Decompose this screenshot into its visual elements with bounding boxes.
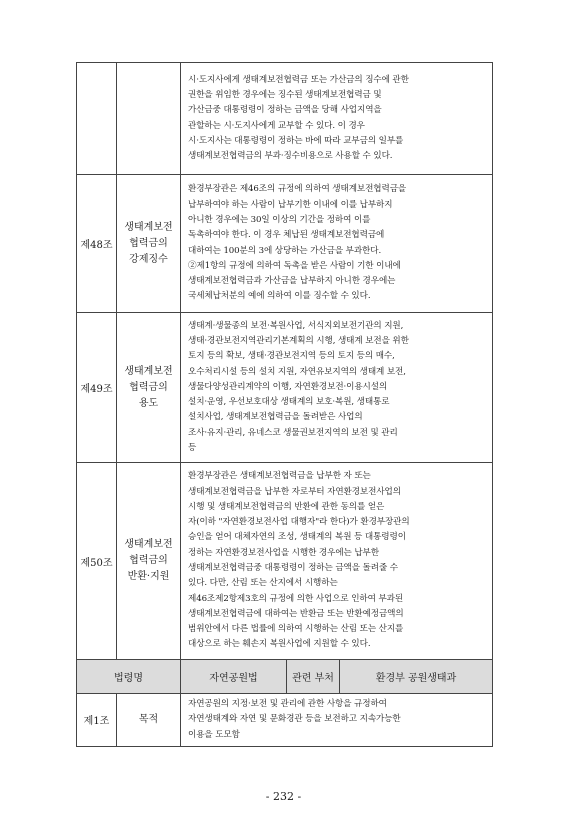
- body-line: 가산금중 대통령령이 정하는 금액을 당해 사업지역을: [188, 105, 382, 116]
- body-line: 생물다양성관리계약의 이행, 자연환경보전·이용시설의: [188, 381, 388, 392]
- article-number: 제49조: [77, 313, 117, 463]
- dept-name: 환경부 공원생태과: [340, 660, 493, 694]
- body-line: 생태계보전협력금중 대통령령이 정하는 금액을 돌려줄 수: [188, 563, 398, 573]
- body-line: 생태계보전협력금에 대하여는 반환금 또는 반환예정금액의: [188, 608, 404, 619]
- body-line: 환경부장관은 제46조의 규정에 의하여 생태계보전협력금을: [188, 184, 407, 195]
- article-number: 제50조: [77, 463, 117, 660]
- title-line: 용도: [138, 397, 159, 409]
- body-line: 자연공원의 지정·보전 및 관리에 관한 사항을 규정하여: [188, 699, 387, 709]
- article-number: [77, 63, 117, 175]
- article-title: [117, 463, 181, 660]
- body-line: 국세체납처분의 예에 의하여 이를 징수할 수 있다.: [188, 291, 371, 302]
- body-line: 시·도지사는 대통령령이 정하는 바에 따라 교부금의 일부를: [188, 135, 404, 146]
- body-line: 납부하여야 하는 사람이 납부기한 이내에 이를 납부하지: [188, 199, 393, 210]
- body-line: 자연생태계와 자연 및 문화경관 등을 보전하고 지속가능한: [188, 714, 401, 725]
- body-line: 생태계보전협력금의 부과·징수비용으로 사용할 수 있다.: [188, 151, 393, 162]
- body-line: 오수처리시설 등의 설치 지원, 자연유보지역의 생태계 보전,: [188, 366, 406, 377]
- body-line: ②제1항의 규정에 의하여 독촉을 받은 사람이 기한 이내에: [188, 260, 401, 271]
- body-line: 범위안에서 다른 법률에 의하여 시행하는 산림 또는 산지를: [188, 624, 404, 635]
- article-title: 목적: [117, 694, 181, 747]
- body-line: 생태계보전협력금과 가산금을 납부하지 아니한 경우에는: [188, 276, 396, 287]
- body-line: 생태계보전협력금을 납부한 자로부터 자연환경보전사업의: [188, 486, 401, 497]
- title-line: 협력금의: [129, 381, 168, 393]
- article-body: [181, 63, 493, 175]
- title-line: 협력금의: [129, 555, 168, 566]
- body-line: 설치사업, 생태계보전협력금을 돌려받은 사업의: [188, 412, 363, 423]
- body-line: 있다. 다만, 산림 또는 산지에서 시행하는: [188, 578, 338, 589]
- body-line: 생태·경관보전지역관리기본계획의 시행, 생태계 보전을 위한: [188, 335, 409, 346]
- body-line: 대하여는 100분의 3에 상당하는 가산금을 부과한다.: [188, 245, 382, 256]
- body-line: 토지 등의 확보, 생태·경관보전지역 등의 토지 등의 매수,: [188, 351, 395, 362]
- article-row-continued: [77, 63, 493, 175]
- article-body: [181, 313, 493, 463]
- article-row-1: [77, 694, 493, 747]
- body-line: 등: [188, 443, 197, 454]
- body-line: 독촉하여야 한다. 이 경우 체납된 생태계보전협력금에: [188, 230, 385, 241]
- article-title: [117, 313, 181, 463]
- body-line: 생태계·생물종의 보전·복원사업, 서식지외보전기관의 지원,: [188, 320, 404, 331]
- article-row-48: [77, 175, 493, 313]
- body-line: 이용을 도모함: [188, 729, 240, 740]
- title-line: 반환·지원: [127, 571, 170, 582]
- article-body: [181, 463, 493, 660]
- law-name-label: 법령명: [77, 660, 181, 694]
- body-line: 자(이하 "자연환경보전사업 대행자"라 한다)가 환경부장관의: [188, 517, 410, 528]
- article-title: [117, 63, 181, 175]
- body-line: 제46조제2항제3호의 규정에 의한 사업으로 인하여 부과된: [188, 593, 404, 604]
- law-name: 자연공원법: [181, 660, 287, 694]
- article-number: 제48조: [77, 175, 117, 313]
- article-number: 제1조: [77, 694, 117, 747]
- title-line: 강제징수: [129, 253, 168, 265]
- body-line: 환경부장관은 생태계보전협력금을 납부한 자 또는: [188, 471, 371, 482]
- body-line: 승인을 얻어 대체자연의 조성, 생태계의 복원 등 대통령령이: [188, 532, 406, 543]
- article-title: [117, 175, 181, 313]
- title-line: 생태계보전: [124, 365, 173, 377]
- article-body: [181, 175, 493, 313]
- body-line: 아니한 경우에는 30일 이상의 기간을 정하여 이를: [188, 214, 371, 225]
- law-header-row: [77, 660, 493, 694]
- article-row-49: [77, 313, 493, 463]
- title-line: 생태계보전: [124, 539, 173, 550]
- title-line: 협력금의: [129, 237, 168, 249]
- body-line: 권한을 위임한 경우에는 징수된 생태계보전협력금 및: [188, 89, 382, 100]
- article-row-50: [77, 463, 493, 660]
- article-body: [181, 694, 493, 747]
- body-line: 시·도지사에게 생태계보전협력금 또는 가산금의 징수에 관한: [188, 74, 409, 85]
- page-number: - 232 -: [265, 790, 302, 803]
- body-line: 정하는 자연환경보전사업을 시행한 경우에는 납부한: [188, 547, 379, 558]
- dept-label: 관련 부처: [287, 660, 340, 694]
- body-line: 설치·운영, 우선보호대상 생태계의 보호·복원, 생태통로: [188, 397, 390, 408]
- law-article-table: [76, 62, 493, 747]
- body-line: 대상으로 하는 훼손지 복원사업에 지원할 수 있다.: [188, 639, 371, 650]
- title-line: 생태계보전: [124, 221, 173, 233]
- body-line: 관할하는 시·도지사에게 교부할 수 있다. 이 경우: [188, 120, 365, 131]
- body-line: 시행 및 생태계보전협력금의 반환에 관한 동의를 얻은: [188, 501, 385, 512]
- body-line: 조사·유지·관리, 유네스코 생물권보전지역의 보전 및 관리: [188, 427, 398, 438]
